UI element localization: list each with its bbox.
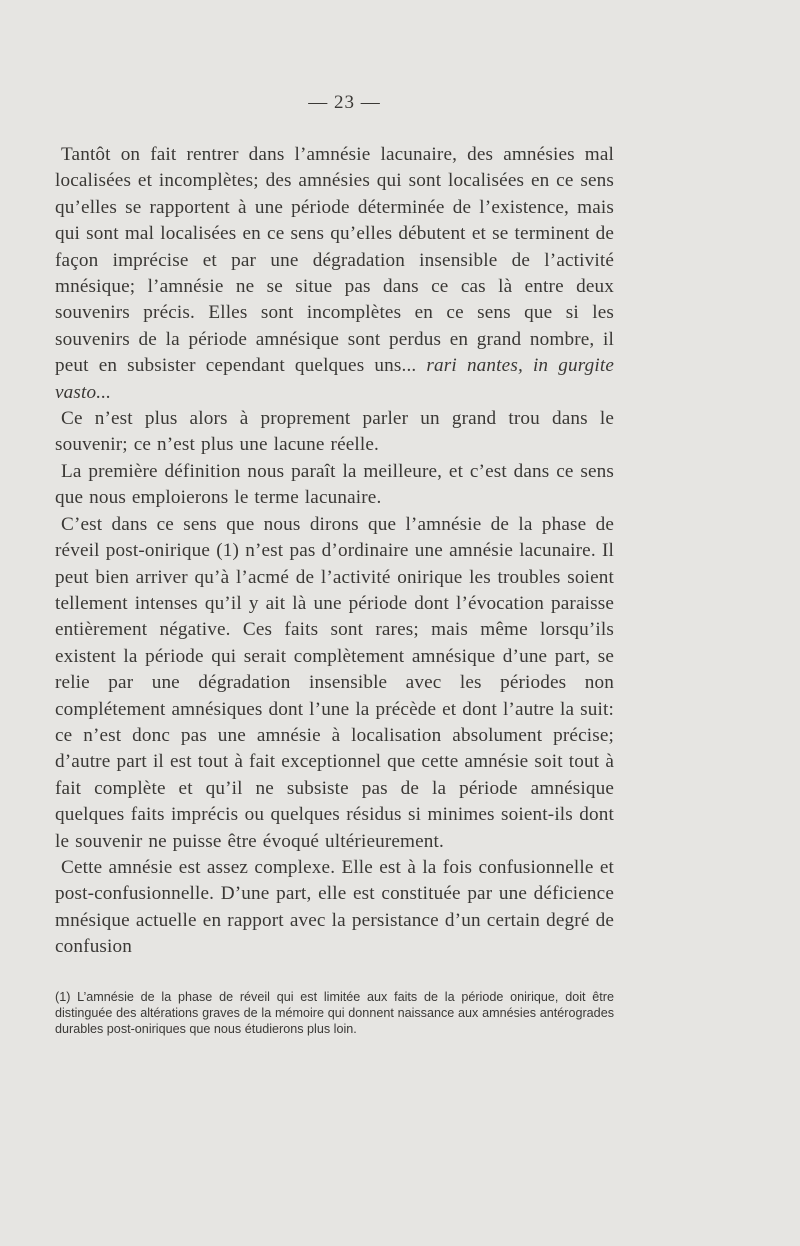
paragraph-3: La première définition nous paraît la meilleure, et c’est dans ce sens que nous emploierons le terme lacunaire. bbox=[55, 460, 614, 509]
latin-quote: rari nantes, in gurgite vasto... bbox=[55, 355, 615, 403]
paragraph-1 bbox=[55, 142, 614, 406]
paragraph-4: C’est dans ce sens que nous dirons que l’amnésie de la phase de réveil post-onirique (1) n’est pas d’ordinaire une amnésie lacunaire. Il peut bien arriver qu’à l’acmé de l’activité onirique les troubles soient tellement intenses qu’il y ait là une période dont l’évocation paraisse entièrement négative. Ces faits sont rares; mais même lorsqu’ils existent la période qui serait complètement amnésique d’une part, se relie par une dégradation insensible avec les périodes non complétement amnésiques dont l’une la précède et dont l’autre la suit: ce n’est donc pas une amnésie à localisation absolument précise; d’autre part il est tout à fait exceptionnel que cette amnésie soit tout à fait complète et qu’il ne subsiste pas de la période amnésique quelques faits imprécis ou quelques résidus si minimes soient-ils dont le souvenir ne puisse être évoqué ultérieurement. bbox=[55, 513, 614, 852]
page-number: — 23 — bbox=[308, 92, 381, 113]
body-text bbox=[55, 142, 614, 961]
paragraph-2: Ce n’est plus alors à proprement parler un grand trou dans le souvenir; ce n’est plus une lacune réelle. bbox=[55, 408, 614, 456]
paragraph-5: Cette amnésie est assez complexe. Elle est à la fois confusionnelle et post-confusionnelle. D’une part, elle est constituée par une déficience mnésique actuelle en rapport avec la persistance d’un certain degré de confusion bbox=[55, 856, 614, 958]
footnote: (1) L’amnésie de la phase de réveil qui est limitée aux faits de la période onirique, doit être distinguée des altérations graves de la mémoire qui donnent naissance aux amnésies antérogrades durables post-oniriques que nous étudierons plus loin. bbox=[55, 989, 614, 1037]
paragraph-1-text: Tantôt on fait rentrer dans l’amnésie lacunaire, des amnésies mal localisées et incomplètes; des amnésies qui sont localisées en ce sens qu’elles se rapportent à une période déterminée de l’existence, mais qui sont mal localisées en ce sens qu’elles débutent et se terminent de façon imprécise et par une dégradation insensible de l’activité mnésique; l’amnésie ne se situe pas dans ce cas là entre deux souvenirs précis. Elles sont incomplètes en ce sens que si les souvenirs de la période amnésique sont perdus en grand nombre, il peut en subsister cependant quelques uns... bbox=[55, 144, 614, 377]
